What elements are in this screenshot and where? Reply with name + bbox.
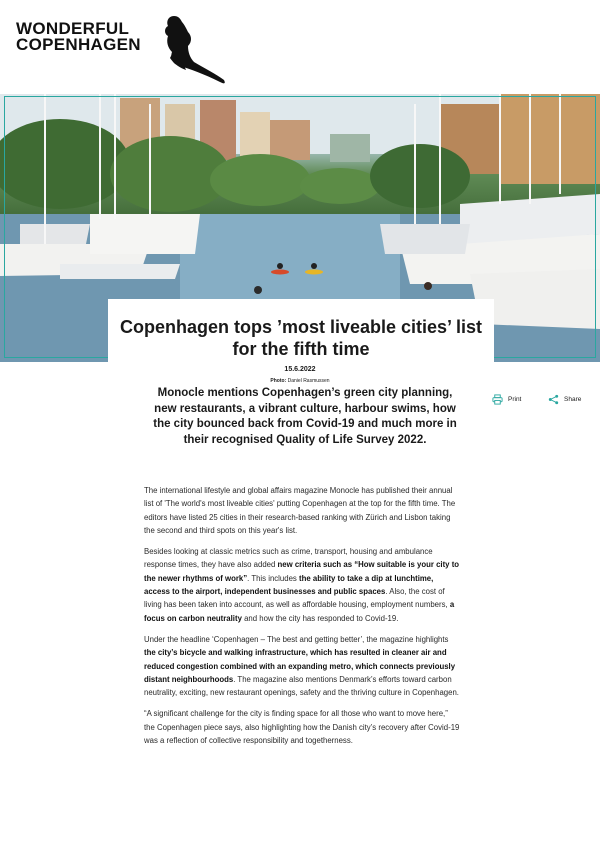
little-mermaid-icon bbox=[146, 12, 232, 88]
page-title: Copenhagen tops ’most liveable cities’ list for the fifth time bbox=[119, 317, 483, 359]
paragraph-1: The international lifestyle and global affairs magazine Monocle has published their annual list of 'The world's most liveable cities' putting Copenhagen at the top for the fifth time. The editors have listed 25 cities in their research-based ranking with Zürich and Lisbon taking the second and third spots on this year's list. bbox=[144, 486, 456, 535]
article-lead: Monocle mentions Copenhagen’s green city planning, new restaurants, a vibrant culture, harbour swims, how the city bounced back from Covid-19 and much more in their recognised Quality of Life Survey 2022. bbox=[153, 387, 457, 446]
p2-text-1: Besides looking at classic metrics such as crime, transport, housing and ambulance response times, they have also added bbox=[144, 547, 433, 570]
article-body bbox=[144, 484, 460, 755]
paragraph-4: “A significant challenge for the city is finding space for all those who want to move here,” the Copenhagen piece says, also highlighting how the Danish city’s recovery after Covid-19 was a reflection of collective responsibility and togetherness. bbox=[144, 709, 460, 746]
p3-bold-1: the city’s bicycle and walking infrastructure, which has resulted in cleaner air and reduced congestion combined with an expanding metro, which connects previously distant neighbourhoods bbox=[144, 648, 456, 684]
paragraph-2 bbox=[144, 545, 460, 625]
share-icon bbox=[548, 394, 559, 405]
printer-icon bbox=[492, 394, 503, 405]
print-label: Print bbox=[508, 396, 522, 403]
logo-wordmark bbox=[16, 21, 141, 53]
print-button[interactable] bbox=[492, 394, 521, 405]
p2-bold-2: the ability to take a dip at lunchtime, access to the airport, independent businesses and public spaces bbox=[144, 573, 434, 597]
paragraph-3 bbox=[144, 633, 460, 699]
site-logo[interactable] bbox=[16, 12, 226, 76]
p2-text-2: . This includes bbox=[247, 573, 299, 583]
photo-credit-label: Photo: bbox=[270, 378, 287, 384]
photo-credit bbox=[0, 378, 600, 384]
p2-bold-1: new criteria such as “How suitable is your city to the newer rhythms of work” bbox=[144, 560, 460, 583]
share-button[interactable] bbox=[548, 394, 581, 405]
p3-text-2: . The magazine also mentions Denmark’s efforts toward carbon neutrality, exciting, new restaurant openings, safety and the thriving culture in Copenhagen. bbox=[144, 674, 459, 698]
share-label: Share bbox=[564, 396, 582, 403]
p2-bold-3: a focus on carbon neutrality bbox=[144, 600, 455, 623]
photo-credit-name: Daniel Rasmussen bbox=[287, 378, 330, 384]
p2-text-3: . Also, the cost of living has been taken into account, as well as affordable housing, employment numbers, bbox=[144, 587, 450, 610]
logo-line-1: WONDERFUL bbox=[16, 19, 130, 38]
logo-line-2: COPENHAGEN bbox=[16, 35, 141, 54]
publish-date: 15.6.2022 bbox=[284, 366, 316, 373]
p2-text-4: and how the city has responded to Covid-19. bbox=[241, 613, 399, 623]
p3-text-1: Under the headline ‘Copenhagen – The best and getting better’, the magazine highlights bbox=[144, 634, 449, 644]
